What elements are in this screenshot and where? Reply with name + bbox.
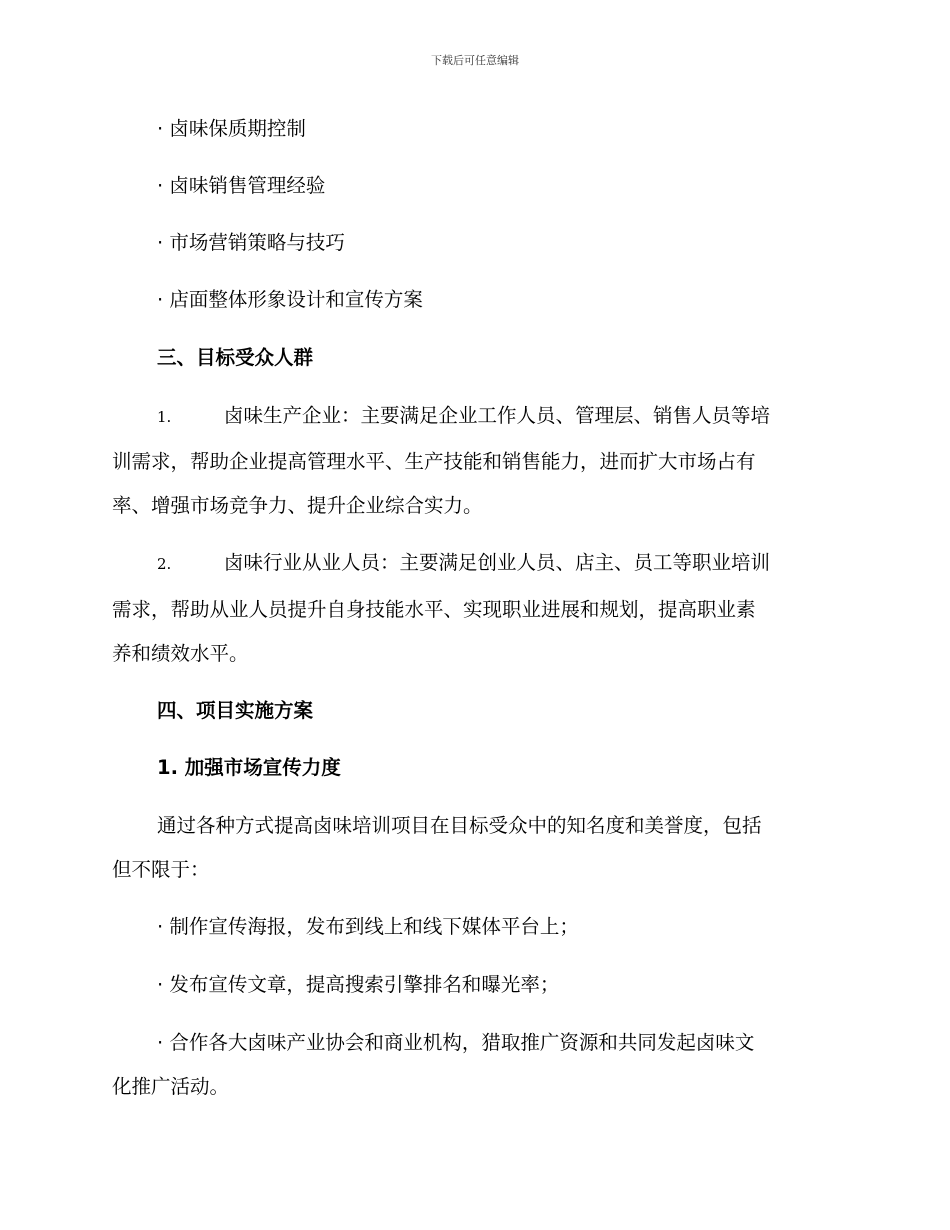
section-heading-target-audience: 三、目标受众人群 bbox=[157, 346, 314, 369]
bullet-posters: · 制作宣传海报，发布到线上和线下媒体平台上； bbox=[157, 915, 579, 938]
audience-item-1-number: 1. bbox=[157, 408, 172, 426]
bullet-articles: · 发布宣传文章，提高搜索引擎排名和曝光率； bbox=[157, 973, 560, 996]
section-heading-implementation: 四、项目实施方案 bbox=[157, 699, 314, 722]
bullet-storefront-design: · 店面整体形象设计和宣传方案 bbox=[157, 288, 423, 311]
audience-item-2-line3: 养和绩效水平。 bbox=[112, 642, 249, 665]
intro-line2: 但不限于： bbox=[112, 858, 210, 881]
bullet-partnerships-line1: · 合作各大卤味产业协会和商业机构，猎取推广资源和共同发起卤味文 bbox=[157, 1031, 755, 1054]
bullet-marketing-strategy: · 市场营销策略与技巧 bbox=[157, 231, 345, 254]
audience-item-1-line3: 率、增强市场竞争力、提升企业综合实力。 bbox=[112, 494, 483, 517]
audience-item-2-text: 卤味行业从业人员：主要满足创业人员、店主、员工等职业培训 bbox=[224, 551, 771, 574]
audience-item-1-line2: 训需求，帮助企业提高管理水平、生产技能和销售能力，进而扩大市场占有 bbox=[112, 450, 756, 473]
audience-item-2-number: 2. bbox=[157, 555, 172, 573]
audience-item-1-line1 bbox=[157, 402, 770, 431]
bullet-sales-management: · 卤味销售管理经验 bbox=[157, 174, 326, 197]
subheading-marketing: 1. 加强市场宣传力度 bbox=[157, 756, 341, 779]
bullet-partnerships-line2: 化推广活动。 bbox=[112, 1075, 230, 1098]
audience-item-2-line1 bbox=[157, 549, 770, 578]
audience-item-1-text: 卤味生产企业：主要满足企业工作人员、管理层、销售人员等培 bbox=[224, 404, 771, 427]
page-header: 下载后可任意编辑 bbox=[431, 54, 519, 67]
intro-line1: 通过各种方式提高卤味培训项目在目标受众中的知名度和美誉度，包括 bbox=[157, 814, 762, 837]
bullet-shelf-life: · 卤味保质期控制 bbox=[157, 117, 306, 140]
audience-item-2-line2: 需求，帮助从业人员提升自身技能水平、实现职业进展和规划，提高职业素 bbox=[112, 598, 756, 621]
